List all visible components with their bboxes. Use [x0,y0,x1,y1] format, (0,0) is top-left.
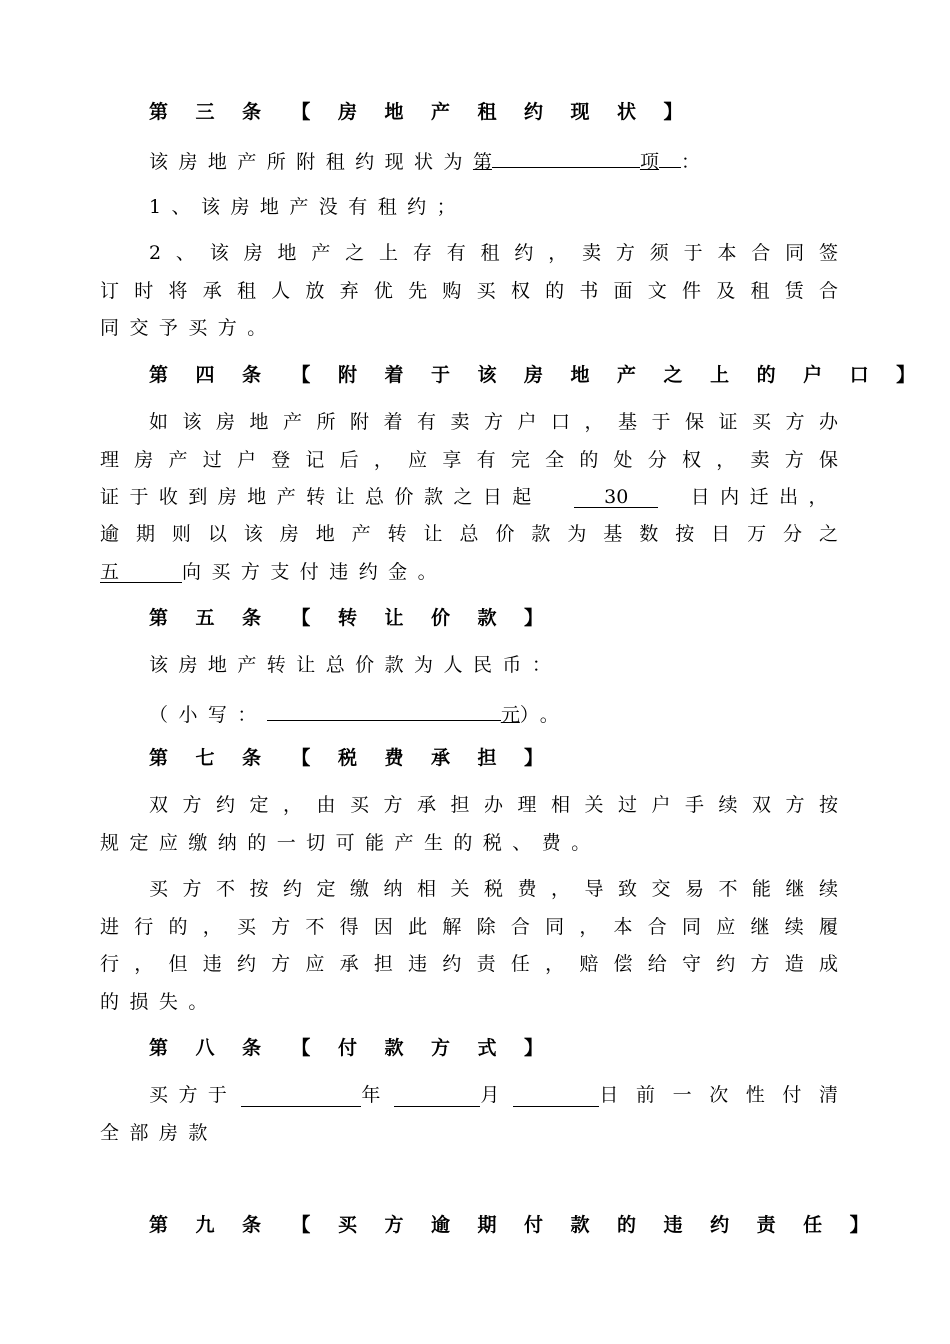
article-4-line-1: 如该房地产所附着有卖方户口，基于保证买方办 [149,411,838,433]
article-7-p2-line-2: 进行的，买方不得因此解除合同，本合同应继续履 [100,916,838,938]
price-close-paren: ）。 [519,704,570,726]
lease-status-fill-prefix: 第 [472,151,492,173]
payment-intro: 买方于 [149,1084,238,1106]
price-unit: 元 [500,704,520,726]
lease-status-colon: ： [680,151,711,173]
move-out-days-field[interactable]: 30 [574,485,658,508]
article-7-p2-line-3: 行，但违约方应承担违约责任，赔偿给守约方造成 [100,953,838,975]
lease-item-blank-tail [659,147,681,168]
lease-status-fill-suffix: 项 [639,151,659,173]
article-4-heading: 第 四 条 【 附 着 于 该 房 地 产 之 上 的 户 口 】 [149,364,926,386]
payment-month-field[interactable] [394,1086,480,1107]
article-8-line-1 [149,1083,838,1107]
price-lowercase-label: （小写： [149,704,267,726]
article-8-line-2: 全部房款 [100,1122,218,1144]
article-9-heading: 第 九 条 【 买 方 逾 期 付 款 的 违 约 责 任 】 [149,1214,880,1236]
article-3-item-2-line-2: 订时将承租人放弃优先购买权的书面文件及租赁合 [100,280,838,302]
article-4-line-3-text: 证于收到房地产转让总价款之日起 [100,486,542,508]
payment-month-label: 月 [480,1084,500,1106]
article-8-heading: 第 八 条 【 付 款 方 式 】 [149,1037,554,1059]
article-7-p1-line-2: 规定应缴纳的一切可能产生的税、费。 [100,832,601,854]
article-4-line-2: 理房产过户登记后，应享有完全的处分权，卖方保 [100,449,838,471]
penalty-rate-field[interactable]: 五 [100,560,182,583]
article-3-item-1: 1、该房地产没有租约； [149,196,467,218]
lease-item-blank[interactable] [492,147,640,168]
price-amount-field[interactable] [267,700,501,721]
article-3-item-2-line-3: 同交予买方。 [100,317,277,339]
article-7-p1-line-1: 双方约定，由买方承担办理相关过户手续双方按 [149,794,838,816]
article-4-line-3-tail: 日内迁出， [690,486,838,508]
article-4-line-5-text: 向买方支付违约金。 [182,561,448,583]
article-5-line-1: 该房地产转让总价款为人民币： [149,654,562,676]
lease-status-text: 该房地产所附租约现状为 [149,151,473,173]
article-7-p2-line-1: 买方不按约定缴纳相关税费，导致交易不能继续 [149,878,838,900]
article-7-heading: 第 七 条 【 税 费 承 担 】 [149,747,554,769]
payment-year-label: 年 [361,1084,381,1106]
article-4-line-5 [100,560,838,584]
article-3-heading: 第 三 条 【 房 地 产 租 约 现 状 】 [149,101,693,123]
article-4-line-4: 逾期则以该房地产转让总价款为基数按日万分之 [100,523,838,545]
payment-day-field[interactable] [513,1086,599,1107]
payment-tail: 日前一次性付清 [599,1084,838,1106]
article-3-item-2-line-1: 2、该房地产之上存有租约，卖方须于本合同签 [149,242,838,264]
article-4-line-3 [100,485,838,509]
article-7-p2-line-4: 的损失。 [100,991,218,1013]
article-5-line-2 [149,700,838,727]
article-5-heading: 第 五 条 【 转 让 价 款 】 [149,607,554,629]
payment-year-field[interactable] [241,1086,361,1107]
article-3-lease-status [149,147,838,174]
